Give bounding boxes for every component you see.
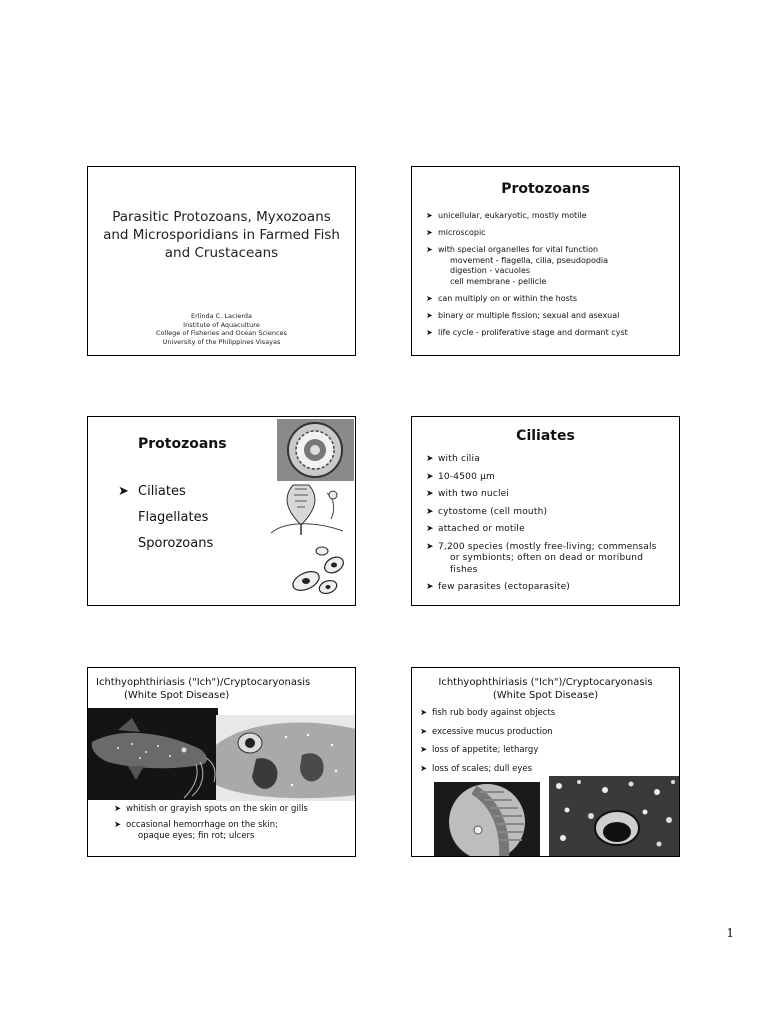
author-credit (88, 312, 355, 346)
arrowhead-bullet-icon: ➤ (420, 763, 428, 774)
heading-line: Ichthyophthiriasis ("Ich")/Cryptocaryonasis (438, 677, 653, 688)
arrowhead-bullet-icon: ➤ (426, 524, 434, 534)
heading-line: (White Spot Disease) (124, 689, 230, 701)
slide-heading (96, 677, 310, 702)
bullet-item (420, 764, 678, 775)
list-item-label: Sporozoans (138, 536, 214, 551)
bullet-text: microscopic (438, 228, 486, 237)
bullet-text: loss of scales; dull eyes (432, 763, 533, 774)
arrowhead-bullet-icon: ➤ (426, 228, 433, 237)
bullet-text: can multiply on or within the hosts (438, 293, 578, 303)
bullet-subline: digestion - vacuoles (450, 266, 531, 275)
arrowhead-bullet-icon: ➤ (426, 471, 434, 482)
bullet-subline: cell membrane - pellicle (450, 276, 547, 286)
arrowhead-bullet-icon: ➤ (426, 541, 434, 552)
heading-line: Ichthyophthiriasis ("Ich")/Cryptocaryonasis (96, 677, 311, 688)
arrowhead-bullet-icon: ➤ (426, 211, 433, 220)
catfish-photo (88, 708, 218, 800)
bullet-text: binary or multiple fission; sexual and asexual (438, 310, 620, 320)
bullet-list (426, 211, 676, 345)
infected-fish-head-photo (216, 715, 356, 801)
arrowhead-bullet-icon: ➤ (114, 804, 122, 814)
sporozoan-illustration (284, 541, 356, 601)
title-line: and Crustaceans (164, 245, 279, 261)
bullet-text: with special organelles for vital function (438, 245, 599, 254)
presentation-title (94, 208, 349, 262)
bullet-text: whitish or grayish spots on the skin or gills (126, 804, 308, 814)
bullet-item (420, 708, 678, 719)
bullet-text: fish rub body against objects (432, 708, 556, 718)
bullet-text: attached or motile (438, 524, 525, 534)
bullet-subline: movement - flagella, cilia, pseudopodia (450, 255, 609, 265)
flagellate-illustration (261, 481, 353, 537)
arrowhead-bullet-icon: ➤ (426, 506, 434, 517)
list-item-label: Flagellates (138, 510, 209, 525)
bullet-text: excessive mucus production (432, 726, 553, 737)
arrowhead-bullet-icon: ➤ (426, 454, 434, 464)
bullet-item (426, 228, 676, 239)
bullet-item (426, 311, 676, 322)
arrowhead-bullet-icon: ➤ (420, 708, 428, 718)
arrowhead-bullet-icon: ➤ (426, 293, 433, 303)
bullet-text: unicellular, eukaryotic, mostly motile (438, 211, 587, 220)
bullet-item (426, 211, 676, 222)
arrowhead-bullet-icon: ➤ (426, 582, 434, 592)
bullet-subline: or symbionts; often on dead or moribund (450, 553, 644, 563)
gill-micrograph (434, 782, 540, 857)
slide-ich-symptoms-2 (411, 667, 680, 857)
bullet-list (420, 708, 678, 782)
bullet-item (420, 727, 678, 738)
university: University of the Philippines Visayas (162, 337, 281, 346)
list-item-label: Ciliates (138, 484, 186, 499)
bullet-list (426, 454, 678, 600)
bullet-item (426, 472, 678, 484)
title-line: and Microsporidians in Farmed Fish (103, 227, 340, 243)
bullet-text: 10-4500 µm (438, 471, 495, 482)
bullet-item (426, 294, 676, 305)
college: College of Fisheries and Ocean Sciences (156, 329, 287, 337)
bullet-item (426, 245, 676, 287)
bullet-text: life cycle - proliferative stage and dormant cyst (438, 327, 628, 337)
slide-protozoans-groups (87, 416, 356, 606)
bullet-item (426, 542, 678, 577)
list-item (118, 479, 213, 505)
arrowhead-bullet-icon: ➤ (118, 484, 129, 499)
bullet-item (426, 328, 676, 339)
bullet-item (114, 804, 354, 815)
slide-title (87, 166, 356, 356)
slide-heading: Ciliates (516, 428, 575, 444)
group-list (118, 479, 213, 557)
bullet-text: with two nuclei (438, 489, 510, 499)
heading-line: (White Spot Disease) (492, 689, 599, 701)
arrowhead-bullet-icon: ➤ (426, 327, 433, 337)
bullet-list (114, 804, 354, 847)
page-number: 1 (726, 926, 734, 940)
arrowhead-bullet-icon: ➤ (426, 489, 434, 499)
bullet-text: few parasites (ectoparasite) (438, 582, 571, 592)
skin-white-spot-photo (549, 776, 680, 856)
title-line: Parasitic Protozoans, Myxozoans (112, 209, 331, 225)
bullet-text: loss of appetite; lethargy (432, 745, 539, 755)
arrowhead-bullet-icon: ➤ (420, 726, 428, 737)
slide-protozoans-overview (411, 166, 680, 356)
slide-ich-symptoms-1 (87, 667, 356, 857)
bullet-item (426, 524, 678, 536)
arrowhead-bullet-icon: ➤ (114, 820, 122, 830)
arrowhead-bullet-icon: ➤ (420, 745, 428, 755)
arrowhead-bullet-icon: ➤ (426, 310, 433, 320)
slide-heading (412, 677, 679, 702)
bullet-item (426, 582, 678, 594)
bullet-subline: opaque eyes; fin rot; ulcers (138, 831, 255, 841)
author-name: Erlinda C. Lacierda (190, 312, 252, 320)
bullet-subline: fishes (450, 564, 478, 575)
slide-heading: Protozoans (138, 436, 227, 452)
bullet-text: 7,200 species (mostly free-living; commensals (438, 541, 657, 552)
list-item (118, 505, 213, 531)
bullet-text: with cilia (438, 454, 480, 464)
bullet-item (426, 489, 678, 501)
bullet-item (426, 454, 678, 466)
slide-heading: Protozoans (501, 181, 590, 197)
slide-ciliates (411, 416, 680, 606)
bullet-text: cytostome (cell mouth) (438, 506, 548, 517)
arrowhead-bullet-icon: ➤ (426, 245, 433, 254)
list-item (118, 531, 213, 557)
bullet-item (420, 745, 678, 756)
bullet-text: occasional hemorrhage on the skin; (126, 820, 279, 830)
institute: Institute of Aquaculture (183, 320, 260, 329)
bullet-item (426, 507, 678, 519)
bullet-item (114, 820, 354, 842)
ciliate-micrograph (277, 419, 354, 481)
